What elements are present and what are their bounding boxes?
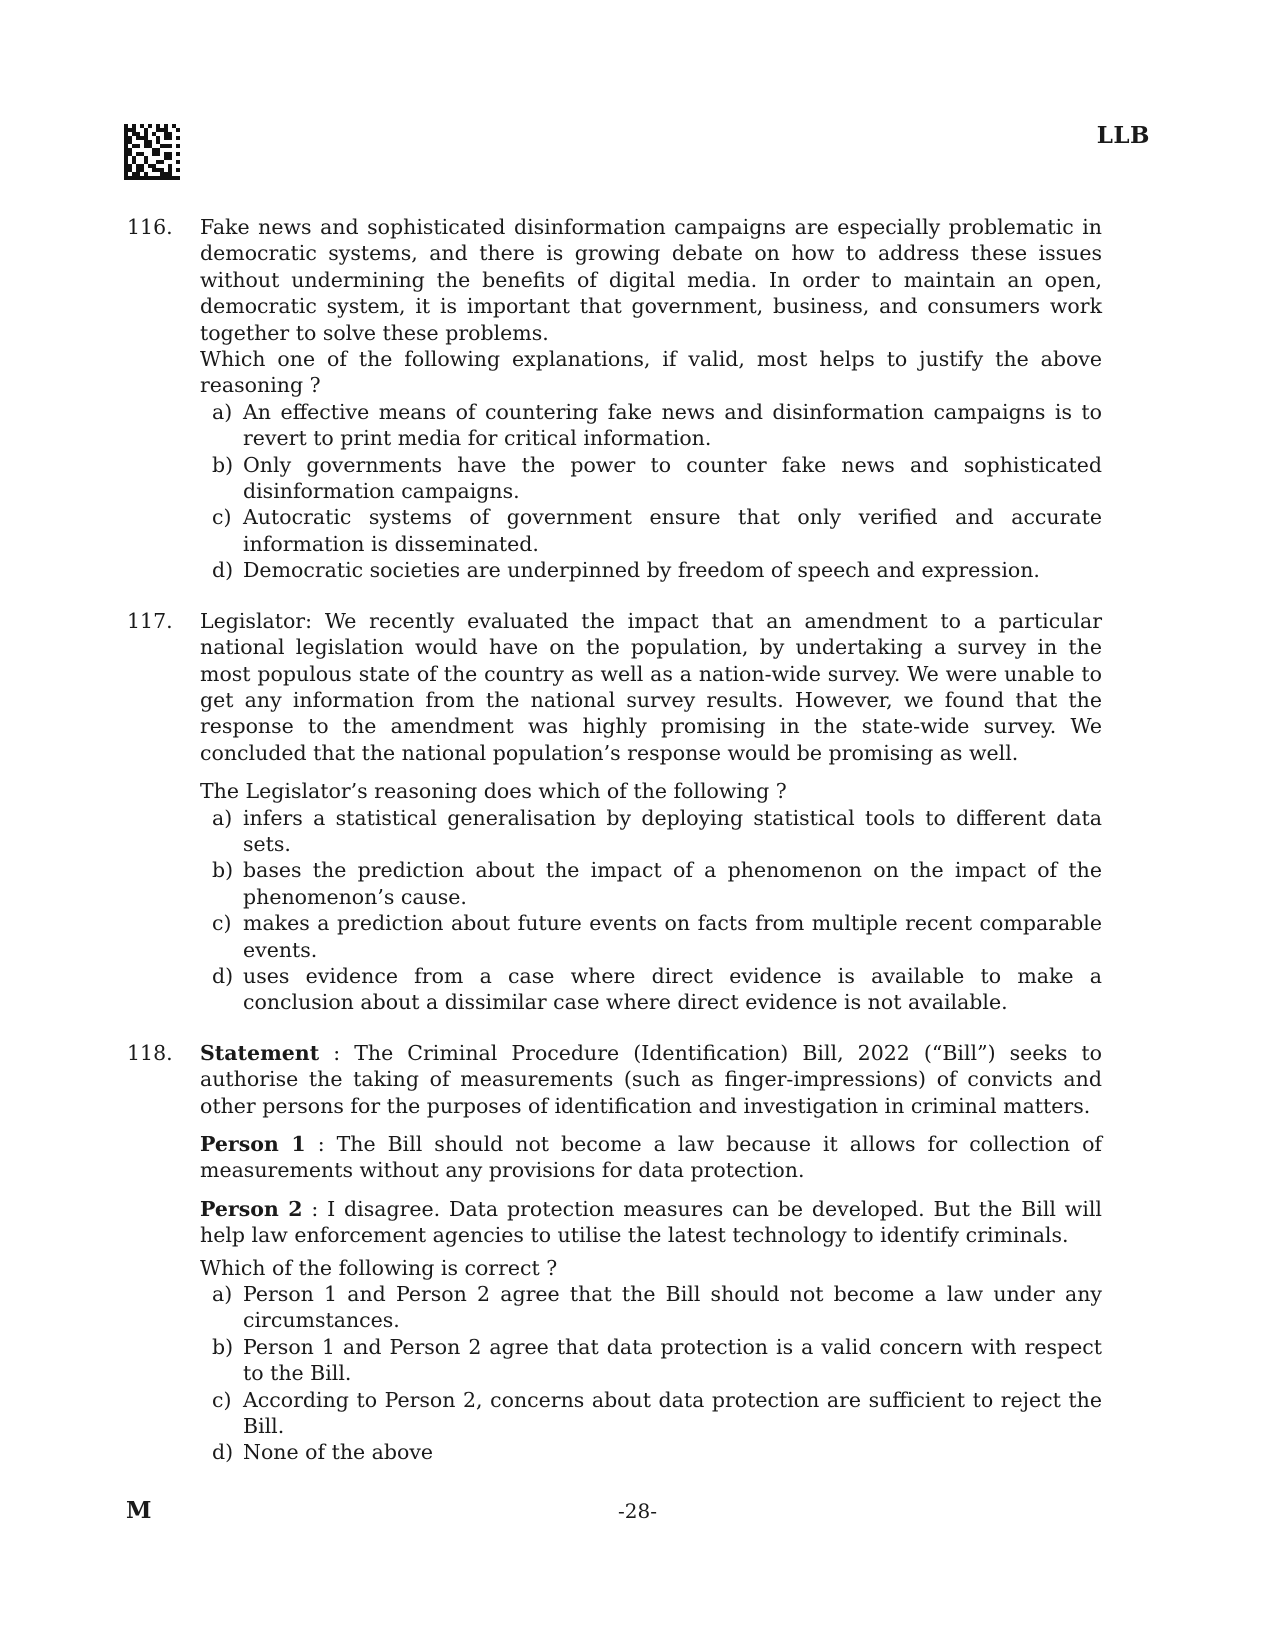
page-number: -28- <box>618 1499 657 1523</box>
option-list <box>200 1281 1102 1466</box>
option-text: Democratic societies are underpinned by freedom of speech and expression. <box>243 558 1040 583</box>
statement-text: : The Criminal Procedure (Identification) Bill, 2022 (“Bill”) seeks to authorise the taking of measurements (such as finger-impressions) of convicts and other persons for the purposes of identification and investigation in criminal matters. <box>200 1040 1102 1118</box>
question-list <box>127 214 1102 1466</box>
option-d <box>200 1439 1102 1465</box>
series-code: M <box>126 1497 152 1524</box>
option-text: An effective means of countering fake news and disinformation campaigns is to revert to print media for critical information. <box>243 399 1102 451</box>
option-text: According to Person 2, concerns about data protection are sufficient to reject the Bill. <box>243 1387 1102 1439</box>
option-a <box>200 805 1102 858</box>
option-b <box>200 1334 1102 1387</box>
option-letter: a) <box>212 1282 233 1307</box>
person1-label: Person 1 <box>200 1132 306 1156</box>
option-letter: d) <box>212 558 234 583</box>
option-a <box>200 399 1102 452</box>
statement-label: Statement <box>200 1040 320 1065</box>
question-passage: Fake news and sophisticated disinformation campaigns are especially problematic in democratic systems, and there is growing debate on how to address these issues without undermining the benefits of digital media. In order to maintain an open, democratic system, it is important that government, business, and consumers work together to solve these problems. <box>200 215 1102 345</box>
option-letter: b) <box>212 452 234 477</box>
option-c <box>200 1387 1102 1440</box>
option-letter: a) <box>212 805 233 830</box>
option-text: infers a statistical generalisation by deploying statistical tools to different data sets. <box>243 805 1102 856</box>
option-letter: c) <box>212 505 232 530</box>
person1-text: : The Bill should not become a law because it allows for collection of measurements without any provisions for data protection. <box>200 1132 1102 1183</box>
question-passage: Legislator: We recently evaluated the impact that an amendment to a particular national legislation would have on the population, by undertaking a survey in the most populous state of the country as well as a nation-wide survey. We were unable to get any information from the national survey results. However, we found that the response to the amendment was highly promising in the state-wide survey. We concluded that the national population’s response would be promising as well. <box>200 608 1102 765</box>
datamatrix-code-icon <box>124 124 180 180</box>
person2-label: Person 2 <box>200 1196 303 1221</box>
option-list <box>200 399 1102 584</box>
person2-text: : I disagree. Data protection measures can be developed. But the Bill will help law enforcement agencies to utilise the latest technology to identify criminals. <box>200 1196 1102 1248</box>
option-list <box>200 805 1102 1016</box>
statement-paragraph <box>200 1040 1102 1119</box>
option-text: Person 1 and Person 2 agree that data protection is a valid concern with respect to the Bill. <box>243 1334 1102 1386</box>
question-116 <box>127 214 1102 584</box>
option-letter: d) <box>212 963 234 988</box>
option-letter: c) <box>212 911 232 936</box>
question-number: 118. <box>127 1040 173 1065</box>
question-prompt: Which of the following is correct ? <box>200 1255 558 1280</box>
question-117 <box>127 608 1102 1016</box>
option-text: Only governments have the power to counter fake news and sophisticated disinformation campaigns. <box>243 452 1102 504</box>
option-b <box>200 857 1102 910</box>
option-b <box>200 452 1102 505</box>
option-letter: b) <box>212 858 234 883</box>
option-text: None of the above <box>243 1440 434 1465</box>
option-letter: d) <box>212 1440 234 1465</box>
option-letter: c) <box>212 1387 232 1412</box>
question-number: 117. <box>127 608 173 633</box>
question-number: 116. <box>127 215 173 239</box>
option-c <box>200 910 1102 963</box>
question-118 <box>127 1040 1102 1466</box>
question-prompt: The Legislator’s reasoning does which of the following ? <box>200 779 787 804</box>
option-d <box>200 557 1102 583</box>
option-text: Autocratic systems of government ensure that only verified and accurate information is disseminated. <box>243 505 1102 556</box>
option-text: uses evidence from a case where direct evidence is available to make a conclusion about a dissimilar case where direct evidence is not available. <box>243 963 1102 1015</box>
option-d <box>200 963 1102 1016</box>
option-text: Person 1 and Person 2 agree that the Bill should not become a law under any circumstances. <box>243 1282 1102 1333</box>
option-a <box>200 1281 1102 1334</box>
paper-code: LLB <box>1096 122 1150 149</box>
question-prompt: Which one of the following explanations, if valid, most helps to justify the above reasoning ? <box>200 347 1102 398</box>
option-text: makes a prediction about future events on facts from multiple recent comparable events. <box>243 911 1102 962</box>
option-text: bases the prediction about the impact of a phenomenon on the impact of the phenomenon’s cause. <box>243 858 1102 909</box>
person2-paragraph <box>200 1196 1102 1249</box>
option-letter: b) <box>212 1334 234 1359</box>
option-letter: a) <box>212 399 233 424</box>
person1-paragraph <box>200 1131 1102 1184</box>
option-c <box>200 504 1102 557</box>
